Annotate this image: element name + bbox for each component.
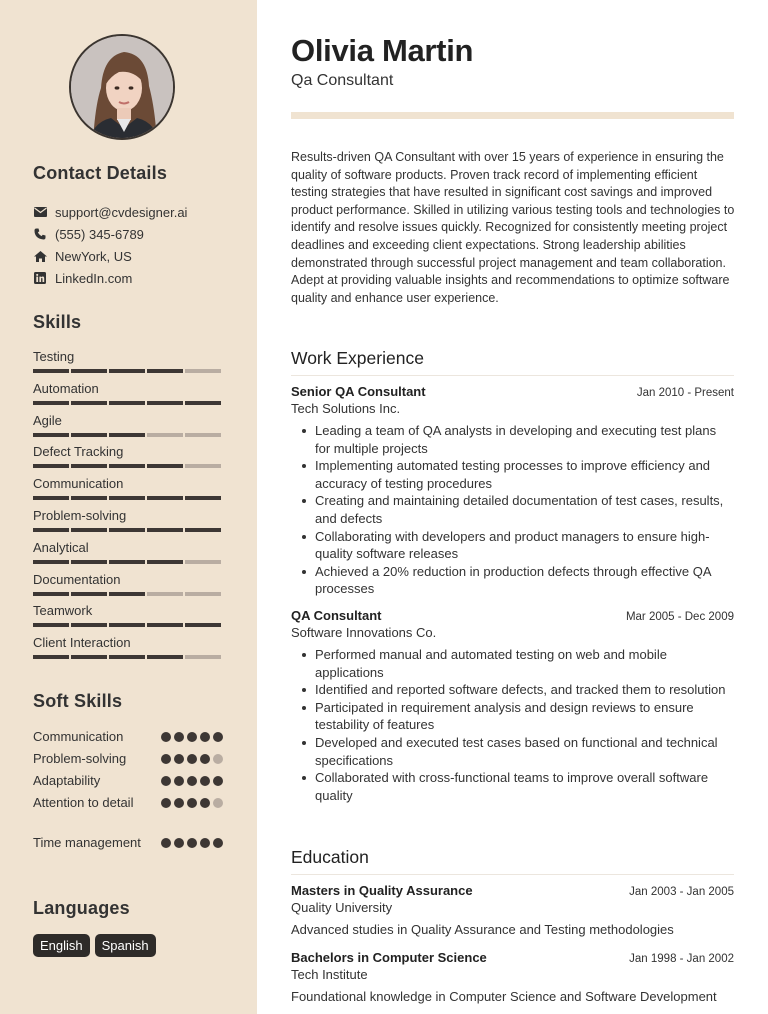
rating-dot: [200, 754, 210, 764]
skill-level-segment: [71, 464, 107, 468]
skill-item: [33, 507, 223, 532]
education-degree: Bachelors in Computer Science: [291, 950, 487, 965]
skill-level-segment: [71, 401, 107, 405]
profile-photo: [71, 36, 175, 140]
skill-level-segment: [109, 464, 145, 468]
skill-level-segment: [185, 401, 221, 405]
rating-dot: [174, 754, 184, 764]
avatar: [69, 34, 175, 140]
skill-level-segment: [185, 464, 221, 468]
skill-item: [33, 475, 223, 500]
skill-level-segment: [33, 369, 69, 373]
rating-dot: [213, 838, 223, 848]
skill-level-segment: [185, 623, 221, 627]
soft-skill-rating: [161, 794, 223, 812]
rating-dot: [174, 732, 184, 742]
skill-item: [33, 380, 223, 405]
skill-level-segment: [109, 496, 145, 500]
education-entry: [291, 883, 734, 937]
rating-dot: [187, 838, 197, 848]
rating-dot: [187, 798, 197, 808]
skill-item: [33, 602, 223, 627]
skill-level-segment: [109, 655, 145, 659]
soft-skill-label: Problem-solving: [33, 751, 127, 766]
skill-level-segment: [147, 560, 183, 564]
skill-level-segment: [185, 369, 221, 373]
skill-level-segment: [71, 623, 107, 627]
rating-dot: [200, 732, 210, 742]
rating-dot: [161, 732, 171, 742]
skill-level-bar: [33, 655, 223, 659]
skill-level-segment: [33, 433, 69, 437]
skill-level-segment: [33, 655, 69, 659]
contact-location-text: NewYork, US: [55, 248, 132, 264]
skill-label: Client Interaction: [33, 635, 131, 651]
contact-email-text: support@cvdesigner.ai: [55, 204, 188, 220]
skill-level-segment: [71, 496, 107, 500]
sidebar: [0, 0, 257, 1014]
rating-dot: [174, 798, 184, 808]
languages-list: [33, 934, 156, 957]
soft-skill-rating: [161, 728, 223, 746]
skill-label: Problem-solving: [33, 508, 127, 523]
skill-level-segment: [109, 369, 145, 373]
skill-level-bar: [33, 528, 223, 532]
skill-level-segment: [185, 528, 221, 532]
skill-level-segment: [33, 560, 69, 564]
soft-skill-item: [33, 794, 223, 812]
job-bullet: Developed and executed test cases based on functional and technical specifications: [315, 734, 734, 769]
skill-label: Teamwork: [33, 603, 93, 619]
soft-skill-rating: [161, 834, 223, 852]
job-bullet: Implementing automated testing processes to improve efficiency and accuracy of testing procedures: [315, 457, 734, 492]
skill-level-segment: [109, 401, 145, 405]
header-divider: [291, 112, 734, 119]
job-title: QA Consultant: [291, 608, 382, 623]
soft-skills-heading: Soft Skills: [33, 691, 123, 711]
skill-level-segment: [71, 560, 107, 564]
skill-level-segment: [185, 433, 221, 437]
skill-item: [33, 348, 223, 373]
contact-phone[interactable]: [33, 225, 144, 243]
job-entry: [291, 608, 734, 804]
job-bullet: Identified and reported software defects, and tracked them to resolution: [315, 681, 734, 699]
skill-level-bar: [33, 401, 223, 405]
skill-level-segment: [71, 433, 107, 437]
education-degree: Masters in Quality Assurance: [291, 883, 473, 898]
job-bullet: Performed manual and automated testing on web and mobile applications: [315, 646, 734, 681]
contact-heading: Contact Details: [33, 163, 168, 183]
job-bullet: Collaborating with developers and product managers to ensure high-quality software releases: [315, 528, 734, 563]
education-school: Quality University: [291, 900, 393, 915]
skill-label: Defect Tracking: [33, 444, 124, 460]
skill-level-segment: [147, 369, 183, 373]
rating-dot: [174, 838, 184, 848]
skill-level-segment: [109, 528, 145, 532]
soft-skill-label: Communication: [33, 729, 124, 744]
envelope-icon: [33, 205, 47, 219]
rating-dot: [213, 798, 223, 808]
skill-label: Analytical: [33, 539, 89, 555]
job-company: Tech Solutions Inc.: [291, 401, 401, 416]
job-bullet: Participated in requirement analysis and design reviews to ensure testability of features: [315, 699, 734, 734]
skill-label: Communication: [33, 476, 124, 492]
skill-level-segment: [185, 496, 221, 500]
rating-dot: [200, 838, 210, 848]
skill-level-segment: [185, 592, 221, 596]
rating-dot: [187, 776, 197, 786]
contact-phone-text: (555) 345-6789: [55, 226, 144, 242]
job-date: Jan 2010 - Present: [636, 387, 734, 399]
rating-dot: [161, 838, 171, 848]
skill-level-bar: [33, 623, 223, 627]
candidate-role: Qa Consultant: [291, 72, 394, 89]
contact-location: [33, 247, 132, 265]
skill-item: [33, 412, 223, 437]
skill-level-segment: [33, 496, 69, 500]
job-date: Mar 2005 - Dec 2009: [625, 611, 734, 623]
soft-skill-label: Attention to detail: [33, 795, 134, 810]
skill-level-segment: [147, 655, 183, 659]
skill-level-segment: [109, 560, 145, 564]
rating-dot: [200, 798, 210, 808]
language-badge: Spanish: [95, 934, 156, 957]
job-bullets: [291, 646, 734, 804]
skill-item: [33, 571, 223, 596]
skill-item: [33, 634, 223, 659]
education-description: Foundational knowledge in Computer Science and Software Development: [291, 989, 717, 1004]
work-experience-heading: Work Experience: [291, 348, 734, 376]
skill-level-segment: [147, 433, 183, 437]
skill-level-segment: [71, 369, 107, 373]
skill-label: Agile: [33, 412, 62, 428]
job-title: Senior QA Consultant: [291, 384, 426, 399]
job-company: Software Innovations Co.: [291, 625, 437, 640]
skill-level-segment: [109, 623, 145, 627]
education-date: Jan 1998 - Jan 2002: [629, 953, 734, 965]
rating-dot: [161, 776, 171, 786]
job-bullets: [291, 422, 734, 598]
phone-icon: [33, 227, 47, 241]
skill-level-segment: [185, 655, 221, 659]
soft-skill-item: [33, 750, 223, 768]
soft-skill-label: Time management: [33, 835, 141, 850]
skill-label: Automation: [33, 380, 99, 396]
skill-level-bar: [33, 560, 223, 564]
skill-level-segment: [33, 464, 69, 468]
skill-level-segment: [147, 592, 183, 596]
skill-level-segment: [33, 401, 69, 405]
skill-level-segment: [33, 623, 69, 627]
skill-item: [33, 539, 223, 564]
skill-level-segment: [71, 592, 107, 596]
job-bullet: Achieved a 20% reduction in production defects through effective QA processes: [315, 563, 734, 598]
soft-skill-item: [33, 834, 223, 852]
skill-level-bar: [33, 592, 223, 596]
contact-linkedin[interactable]: [33, 269, 132, 287]
education-description: Advanced studies in Quality Assurance and Testing methodologies: [291, 922, 674, 937]
rating-dot: [174, 776, 184, 786]
rating-dot: [213, 754, 223, 764]
rating-dot: [161, 754, 171, 764]
skill-level-bar: [33, 369, 223, 373]
languages-heading: Languages: [33, 898, 130, 918]
job-bullet: Creating and maintaining detailed documentation of test cases, results, and defects: [315, 492, 734, 527]
job-entry: [291, 384, 734, 598]
education-date: Jan 2003 - Jan 2005: [629, 886, 734, 898]
soft-skill-rating: [161, 750, 223, 768]
rating-dot: [187, 732, 197, 742]
rating-dot: [213, 776, 223, 786]
skill-level-segment: [71, 655, 107, 659]
soft-skill-label: Adaptability: [33, 773, 101, 788]
skill-level-segment: [109, 433, 145, 437]
soft-skill-item: [33, 728, 223, 746]
skill-level-bar: [33, 433, 223, 437]
rating-dot: [161, 798, 171, 808]
skill-level-segment: [185, 560, 221, 564]
candidate-name: Olivia Martin: [291, 33, 474, 68]
skill-level-segment: [33, 592, 69, 596]
skill-level-segment: [147, 623, 183, 627]
skill-level-segment: [147, 496, 183, 500]
contact-email[interactable]: [33, 203, 187, 221]
home-icon: [33, 249, 47, 263]
rating-dot: [213, 732, 223, 742]
education-entry: [291, 950, 734, 1004]
skill-label: Testing: [33, 349, 75, 364]
rating-dot: [200, 776, 210, 786]
education-heading: Education: [291, 847, 734, 875]
contact-linkedin-text: LinkedIn.com: [55, 270, 133, 286]
rating-dot: [187, 754, 197, 764]
main-content: [257, 0, 768, 1014]
skill-level-bar: [33, 496, 223, 500]
skill-label: Documentation: [33, 571, 121, 587]
skill-level-bar: [33, 464, 223, 468]
job-bullet: Collaborated with cross-functional teams to improve overall software quality: [315, 769, 734, 804]
soft-skill-item: [33, 772, 223, 790]
skill-level-segment: [147, 401, 183, 405]
linkedin-icon: [33, 271, 47, 285]
skill-level-segment: [71, 528, 107, 532]
skill-level-segment: [147, 464, 183, 468]
profile-summary: Results-driven QA Consultant with over 15 years of experience in ensuring the quality of software products. Proven track record of implementing efficient testing strategies that have resulted in significant cost savings and improved product performance. Skilled in utilizing various testing tools and technologies to identify and resolve issues quickly. Recognized for consistently meeting project deadlines and exceeding client expectations. Strong leadership abilities demonstrated through successful project management and team collaboration. Adept at providing valuable insights and recommendations to optimize software quality and enhance user experience.: [291, 150, 735, 305]
skill-level-segment: [147, 528, 183, 532]
soft-skill-rating: [161, 772, 223, 790]
skill-level-segment: [109, 592, 145, 596]
skills-heading: Skills: [33, 312, 82, 332]
education-school: Tech Institute: [291, 967, 368, 982]
job-bullet: Leading a team of QA analysts in developing and executing test plans for multiple projects: [315, 422, 734, 457]
skill-item: [33, 443, 223, 468]
language-badge: English: [33, 934, 90, 957]
skill-level-segment: [33, 528, 69, 532]
